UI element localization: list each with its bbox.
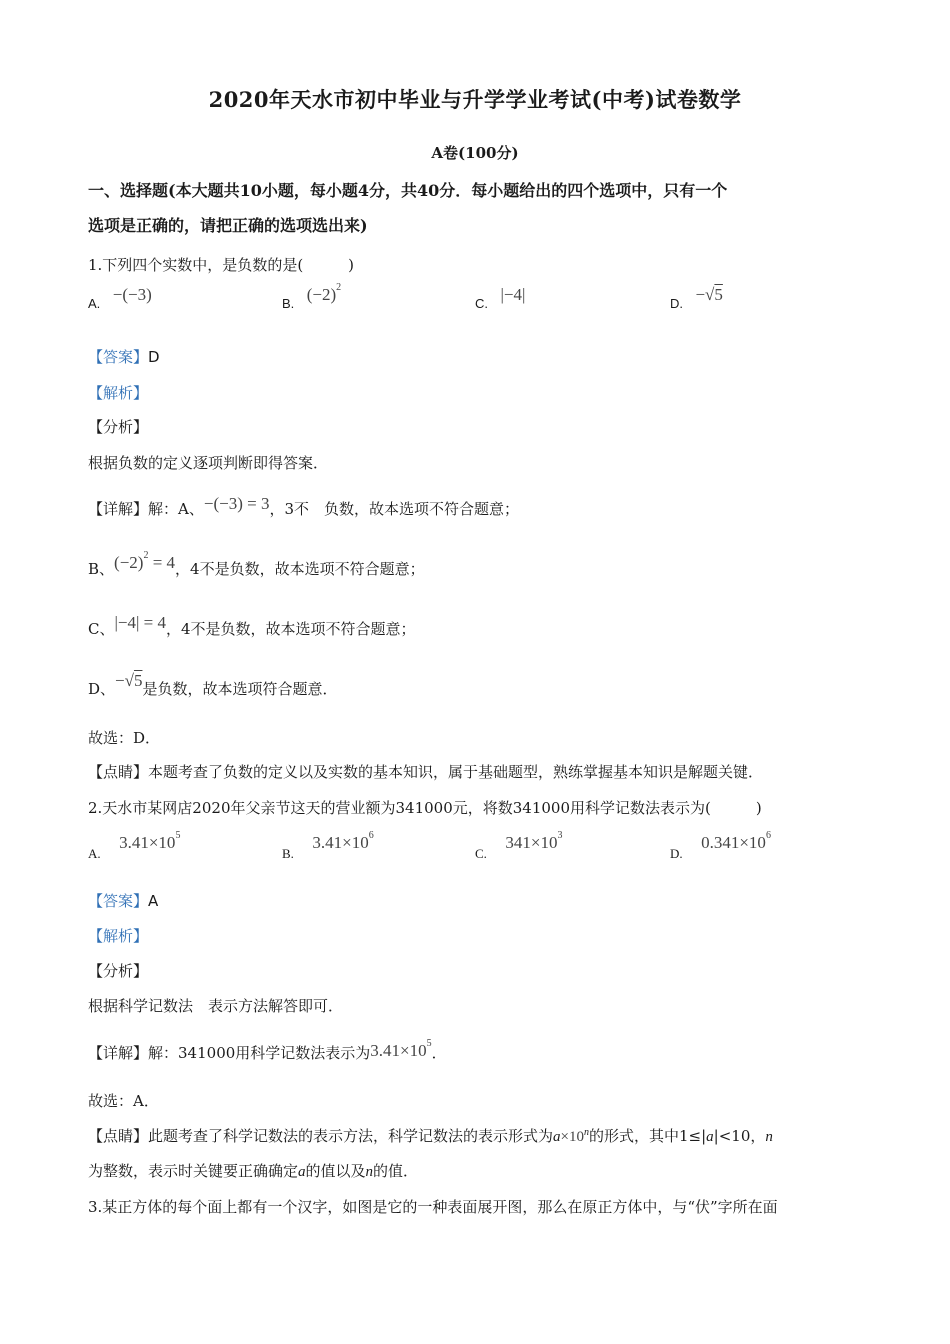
q2-comment-text1: 此题考查了科学记数法的表示方法，科学记数法的表示形式为	[148, 1127, 554, 1145]
q1-detail-b-pre: B、	[88, 560, 115, 578]
q1-detail-d-math: −	[115, 671, 125, 690]
q2-option-a-math: 3.41×10	[119, 833, 176, 852]
section-heading-line2: 选项是正确的，请把正确的选项选出来)	[88, 216, 368, 235]
q2-comment-n3: n	[365, 1164, 374, 1180]
q1-detail-b-sup: 2	[143, 550, 149, 562]
q1-option-a	[88, 285, 152, 313]
q1-detail-b-math: (−2)	[114, 553, 144, 572]
section-subtitle: A卷(100分)	[431, 144, 519, 162]
q1-comment	[88, 761, 763, 782]
q1-option-b-sup: 2	[336, 282, 342, 294]
q2-answer-line	[88, 890, 158, 911]
q2-option-d-sup: 6	[765, 830, 771, 842]
page-title: 2020年天水市初中毕业与升学学业考试(中考)试卷数学	[208, 87, 742, 112]
q2-comment-tag: 【点睛】	[88, 1127, 149, 1145]
q1-detail-tag: 【详解】	[88, 500, 149, 518]
q2-option-a-sup: 5	[175, 830, 181, 842]
q1-detail-a-pre: 解：A、	[148, 500, 204, 518]
q3-stem: 3.某正方体的每个面上都有一个汉字，如图是它的一种表面展开图，那么在原正方体中，与“伏”字所在面	[88, 1198, 778, 1216]
q1-comment-text: 本题考查了负数的定义以及实数的基本知识，属于基础题型，熟练掌握基本知识是解题关键．	[148, 763, 764, 781]
q2-option-c-label: C.	[475, 846, 487, 861]
q1-option-d-label: D.	[670, 296, 683, 311]
q2-detail-sup: 5	[426, 1038, 432, 1050]
q2-comment-line2-text2: 的值以及	[305, 1162, 366, 1180]
q1-detail-b-math2: = 4	[148, 553, 176, 572]
q1-detail-b-post: ，4不是负数，故本选项不符合题意；	[175, 560, 425, 578]
q1-detail-c	[88, 613, 416, 639]
q2-option-b-label: B.	[282, 846, 294, 861]
q1-detail-a-post: ，3不 负数，故本选项不符合题意；	[269, 500, 519, 518]
q2-comment-a3: a	[298, 1164, 306, 1180]
q1-option-c-math: |−4|	[500, 285, 526, 304]
q1-option-a-math: −(−3)	[112, 285, 152, 304]
q2-comment-a2: a	[706, 1129, 714, 1145]
q1-answer-line	[88, 346, 160, 367]
q2-option-c-sup: 3	[557, 830, 563, 842]
q2-detail-math: 3.41×10	[370, 1041, 427, 1060]
q2-option-d-math: 0.341×10	[701, 833, 766, 852]
q1-fenxi-tag: 【分析】	[88, 418, 149, 436]
q2-option-d-label: D.	[670, 846, 683, 861]
q1-option-c	[475, 285, 526, 313]
q2-detail-post: ．	[431, 1044, 447, 1062]
q2-choose: 故选：A．	[88, 1092, 159, 1110]
q2-analysis-tag: 【解析】	[88, 927, 149, 945]
section-heading-line1: 一、选择题(本大题共10小题，每小题4分，共40分．每小题给出的四个选项中，只有一个	[88, 181, 728, 200]
q2-comment-line2-text3: 的值．	[373, 1162, 419, 1180]
q1-choose: 故选：D．	[88, 729, 161, 747]
q1-option-b	[282, 282, 342, 313]
q1-detail-d: D、−√5是负数，故本选项符合题意．	[88, 671, 338, 698]
q2-comment-text3: |<10，	[713, 1127, 766, 1145]
q2-detail-pre: 解：341000用科学记数法表示为	[148, 1044, 371, 1062]
q1-answer-value: D	[148, 348, 160, 366]
q2-comment-a: a	[553, 1129, 561, 1145]
q2-option-b-math: 3.41×10	[312, 833, 369, 852]
q1-comment-tag: 【点睛】	[88, 763, 149, 781]
q2-answer-tag: 【答案】	[88, 892, 149, 910]
q2-detail	[88, 1038, 447, 1063]
q2-option-a-label: A.	[88, 846, 101, 861]
q2-detail-tag: 【详解】	[88, 1044, 149, 1062]
q1-option-c-label: C.	[475, 296, 488, 311]
q1-fenxi-text: 根据负数的定义逐项判断即得答案．	[88, 454, 329, 472]
q1-detail-a-math: −(−3) = 3	[203, 494, 270, 513]
q1-option-d-radicand: 5	[714, 285, 723, 304]
q2-comment-n: n	[584, 1127, 589, 1138]
q1-option-d-math: −	[695, 285, 706, 304]
q2-answer-value: A	[148, 892, 159, 910]
q2-fenxi-tag: 【分析】	[88, 962, 149, 980]
q1-analysis-tag: 【解析】	[88, 384, 149, 402]
q2-comment-text2: 的形式，其中1≤|	[589, 1127, 707, 1145]
q1-option-b-math: (−2)	[306, 285, 337, 304]
q2-comment-line1	[88, 1125, 773, 1146]
q1-option-d: D. −√5	[670, 285, 723, 311]
q1-detail-a	[88, 494, 519, 519]
q1-detail-c-math: |−4| = 4	[114, 613, 166, 632]
q2-comment-times: ×10	[560, 1129, 584, 1145]
q2-comment-n2: n	[765, 1129, 773, 1145]
q2-option-b-sup: 6	[368, 830, 374, 842]
q1-option-b-label: B.	[282, 296, 295, 311]
q1-detail-d-pre: D、	[88, 680, 116, 698]
q1-detail-d-post: 是负数，故本选项符合题意．	[142, 680, 338, 698]
q2-comment-line2-text1: 为整数，表示时关键要正确确定	[88, 1162, 299, 1180]
q2-stem: 2.天水市某网店2020年父亲节这天的营业额为341000元，将数341000用科学记数法表示为( )	[88, 799, 762, 817]
q1-answer-tag: 【答案】	[88, 348, 149, 366]
q1-detail-d-radicand: 5	[133, 671, 143, 690]
q2-option-c-math: 341×10	[505, 833, 558, 852]
q1-detail-b	[88, 550, 425, 579]
q1-detail-c-pre: C、	[88, 620, 115, 638]
q2-comment-line2	[88, 1160, 418, 1181]
q1-option-a-label: A.	[88, 296, 101, 311]
q2-fenxi-text: 根据科学记数法 表示方法解答即可．	[88, 997, 344, 1015]
q1-detail-c-post: ，4不是负数，故本选项不符合题意；	[165, 620, 416, 638]
q1-stem: 1.下列四个实数中，是负数的是( )	[88, 256, 355, 274]
